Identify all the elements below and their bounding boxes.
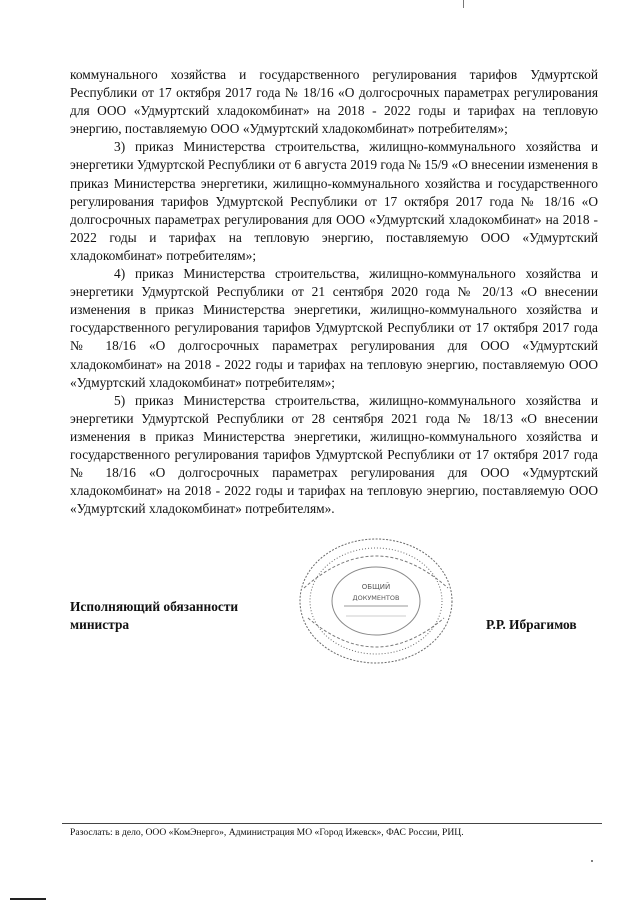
list-item-4: 4) приказ Министерства строительства, жилищно-коммунального хозяйства и энергетики Удмуртской Республики от 21 сентября 2020 года № 20/13 «О внесении изменения в приказ Министерства энергетики, жилищно-коммунального хозяйства и государственного регулирования тарифов Удмуртской Республики от 17 октября 2017 года № 18/16 «О долгосрочных параметрах регулирования для ООО «Удмуртский хладокомбинат» на 2018 - 2022 годы и тарифах на тепловую энергию, поставляемую ООО «Удмуртский хладокомбинат» потребителям»; <box>70 266 598 390</box>
document-body <box>70 66 598 518</box>
paragraph-continuation: коммунального хозяйства и государственного регулирования тарифов Удмуртской Республики от 17 октября 2017 года № 18/16 «О долгосрочных параметрах регулирования для ООО «Удмуртский хладокомбинат» на 2018 - 2022 годы и тарифах на тепловую энергию, поставляемую ООО «Удмуртский хладокомбинат» потребителям»; <box>70 67 598 137</box>
list-item-5: 5) приказ Министерства строительства, жилищно-коммунального хозяйства и энергетики Удмуртской Республики от 28 сентября 2021 года № 18/13 «О внесении изменения в приказ Министерства энергетики, жилищно-коммунального хозяйства и государственного регулирования тарифов Удмуртской Республики от 17 октября 2017 года № 18/16 «О долгосрочных параметрах регулирования для ООО «Удмуртский хладокомбинат» на 2018 - 2022 годы и тарифах на тепловую энергию, поставляемую ООО «Удмуртский хладокомбинат» потребителям». <box>70 392 598 517</box>
scan-speck <box>591 860 593 862</box>
signatory-name: Р.Р. Ибрагимов <box>486 617 577 632</box>
signatory-position-line2: министра <box>70 617 130 632</box>
scan-mark-bottom <box>10 898 46 900</box>
signatory-position-line1: Исполняющий обязанности <box>70 599 239 614</box>
seal-text-1: ОБЩИЙ <box>361 583 391 591</box>
footer-divider <box>62 823 602 824</box>
list-item-3: 3) приказ Министерства строительства, жилищно-коммунального хозяйства и энергетики Удмуртской Республики от 6 августа 2019 года № 15/9 «О внесении изменения в приказ Министерства энергетики, жилищно-коммунального хозяйства и государственного регулирования тарифов Удмуртской Республики от 17 октября 2017 года № 18/16 «О долгосрочных параметрах регулирования для ООО «Удмуртский хладокомбинат» на 2018 - 2022 годы и тарифах на тепловую энергию, поставляемую ООО «Удмуртский хладокомбинат» потребителям»; <box>70 139 598 263</box>
signatory-position <box>70 598 238 634</box>
scan-mark-top <box>463 0 464 8</box>
seal-text-2: ДОКУМЕНТОВ <box>352 594 400 602</box>
distribution-list: Разослать: в дело, ООО «КомЭнерго», Администрация МО «Город Ижевск», ФАС России, РИЦ. <box>70 827 464 838</box>
official-seal <box>286 526 466 676</box>
